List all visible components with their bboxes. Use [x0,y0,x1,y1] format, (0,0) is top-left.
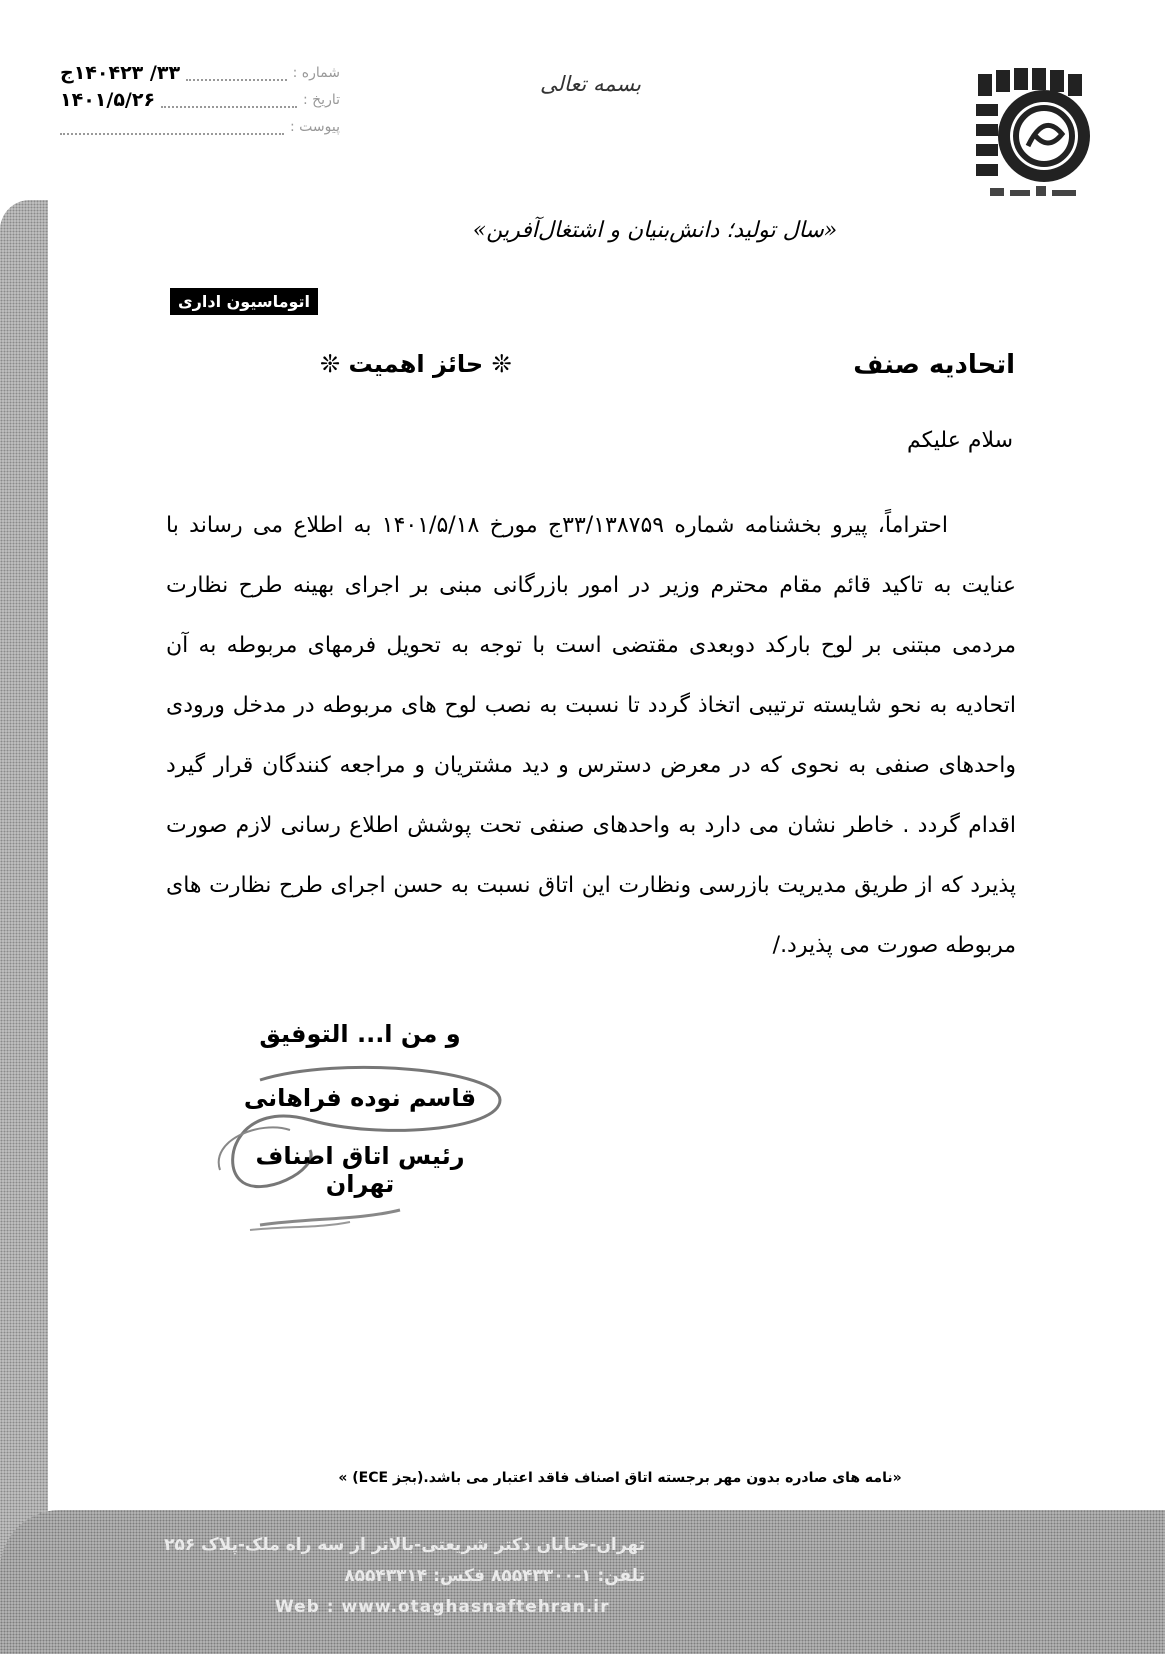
basmala: بسمه تعالی [540,72,641,96]
date-label: تاریخ : [302,92,340,108]
footer-phones: تلفن: ۱-۸۵۵۴۳۳۰۰ فکس: ۸۵۵۴۳۳۱۴ [344,1566,645,1586]
closing-salutation: و من ا... التوفیق [259,1020,461,1048]
number-label: شماره : [292,65,340,81]
greeting: سلام علیکم [906,428,1013,453]
attachment-label: پیوست : [290,119,340,135]
validity-notice: «نامه های صادره بدون مهر برجسته اتاق اصناف فاقد اعتبار می باشد.(بجز ECE) » [338,1470,902,1486]
body-paragraph: احتراماً، پیرو بخشنامه شماره ۳۳/۱۳۸۷۵۹ج مورخ ۱۴۰۱/۵/۱۸ به اطلاع می رساند با عنایت به تاکید قائم مقام محترم وزیر در امور بازرگانی مبنی بر اجرای بهینه طرح نظارت مردمی مبتنی بر لوح بارکد دوبعدی مقتضی است با توجه به تحویل فرمهای مربوطه به آن اتحادیه به نحو شایسته ترتیبی اتخاذ گردد تا نسبت به نصب لوح های مربوطه در مدخل ورودی واحدهای صنفی به نحوی که در معرض دسترس و دید مشتریان و مراجعه کنندگان قرار گیرد اقدام گردد . خاطر نشان می دارد به واحدهای صنفی تحت پوشش اطلاع رسانی لازم صورت پذیرد که از طریق مدیریت بازرسی ونظارت این اتاق نسبت به حسن اجرای طرح نظارت های مربوطه صورت می پذیرد./ [166,513,1016,958]
date-value: ۱۴۰۱/۵/۲۶ [60,89,156,111]
importance-marker: ❊ حائز اهمیت ❊ [320,350,512,378]
date-row [60,87,340,114]
addressee: اتحادیه صنف [853,350,1015,380]
year-motto: «سال تولید؛ دانش‌بنیان و اشتغال‌آفرین» [472,218,838,243]
signatory-title: رئیس اتاق اصناف تهران [255,1142,465,1198]
letter-body [166,496,1016,976]
signatory-name: قاسم نوده فراهانی [243,1084,477,1112]
attachment-row [60,114,340,141]
office-automation-badge: اتوماسیون اداری [170,288,318,315]
number-row [60,60,340,87]
scan-edge-band [0,200,48,1654]
number-value: ۳۳/ ۱۴۰۴۲۳ج [60,62,181,84]
letter-meta [60,60,340,141]
organization-logo [972,64,1100,224]
footer-contact [125,1530,645,1623]
footer-address: تهران-خیابان دکتر شریعتی-بالاتر از سه راه ملک-پلاک ۲۵۶ [164,1535,645,1555]
footer-website: Web : www.otaghasnaftehran.ir [275,1597,610,1617]
